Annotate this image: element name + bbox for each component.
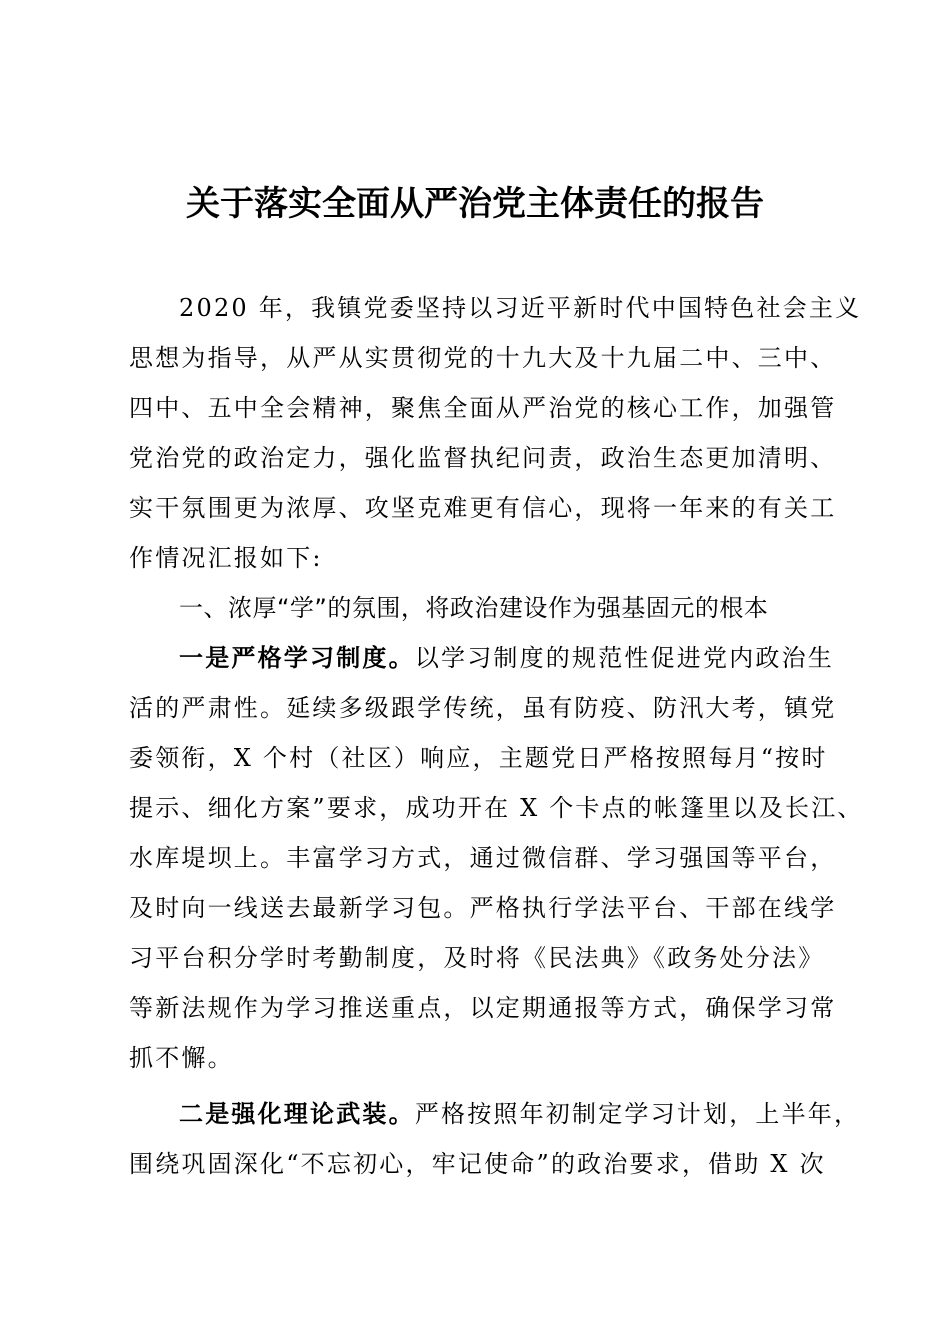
document-body: [129, 283, 864, 1189]
paragraph-first-line: [129, 1089, 861, 1139]
paragraph-lead: 二是强化理论武装。: [179, 1099, 415, 1128]
intro-line: 四中、五中全会精神，聚焦全面从严治党的核心工作，加强管: [129, 394, 837, 422]
paragraph-line: 等新法规作为学习推送重点，以定期通报等方式，确保学习常: [129, 994, 837, 1022]
paragraph-first-line: [129, 633, 839, 683]
paragraph-line: 水库堤坝上。丰富学习方式，通过微信群、学习强国等平台，: [129, 844, 837, 872]
paragraph-lead: 一是严格学习制度。: [179, 643, 415, 672]
section-heading: 一、浓厚“学”的氛围，将政治建设作为强基固元的根本: [179, 594, 769, 622]
paragraph-text: 以学习制度的规范性促进党内政治生: [414, 644, 835, 672]
intro-line: 党治党的政治定力，强化监督执纪问责，政治生态更加清明、: [129, 444, 837, 472]
paragraph-line: 及时向一线送去最新学习包。严格执行学法平台、干部在线学: [129, 894, 837, 922]
document-title: 关于落实全面从严治党主体责任的报告: [186, 184, 764, 224]
paragraph-text: 严格按照年初制定学习计划，上半年，: [414, 1100, 861, 1128]
paragraph-line: 活的严肃性。延续多级跟学传统，虽有防疫、防汛大考，镇党: [129, 694, 837, 722]
intro-line: 实干氛围更为浓厚、攻坚克难更有信心，现将一年来的有关工: [129, 494, 837, 522]
paragraph-line: 习平台积分学时考勤制度，及时将《民法典》《政务处分法》: [129, 944, 825, 972]
paragraph-line: 抓不懈。: [129, 1044, 234, 1072]
paragraph-line: 委领衔，X 个村（社区）响应，主题党日严格按照每月“按时: [129, 744, 828, 772]
intro-line: 思想为指导，从严从实贯彻党的十九大及十九届二中、三中、: [129, 344, 837, 372]
intro-line: 2020 年，我镇党委坚持以习近平新时代中国特色社会主义: [179, 294, 862, 322]
intro-line: 作情况汇报如下:: [129, 544, 323, 572]
paragraph-line: 提示、细化方案”要求，成功开在 X 个卡点的帐篷里以及长江、: [129, 794, 864, 822]
paragraph-line: 围绕巩固深化“不忘初心，牢记使命”的政治要求，借助 X 次: [129, 1150, 826, 1178]
